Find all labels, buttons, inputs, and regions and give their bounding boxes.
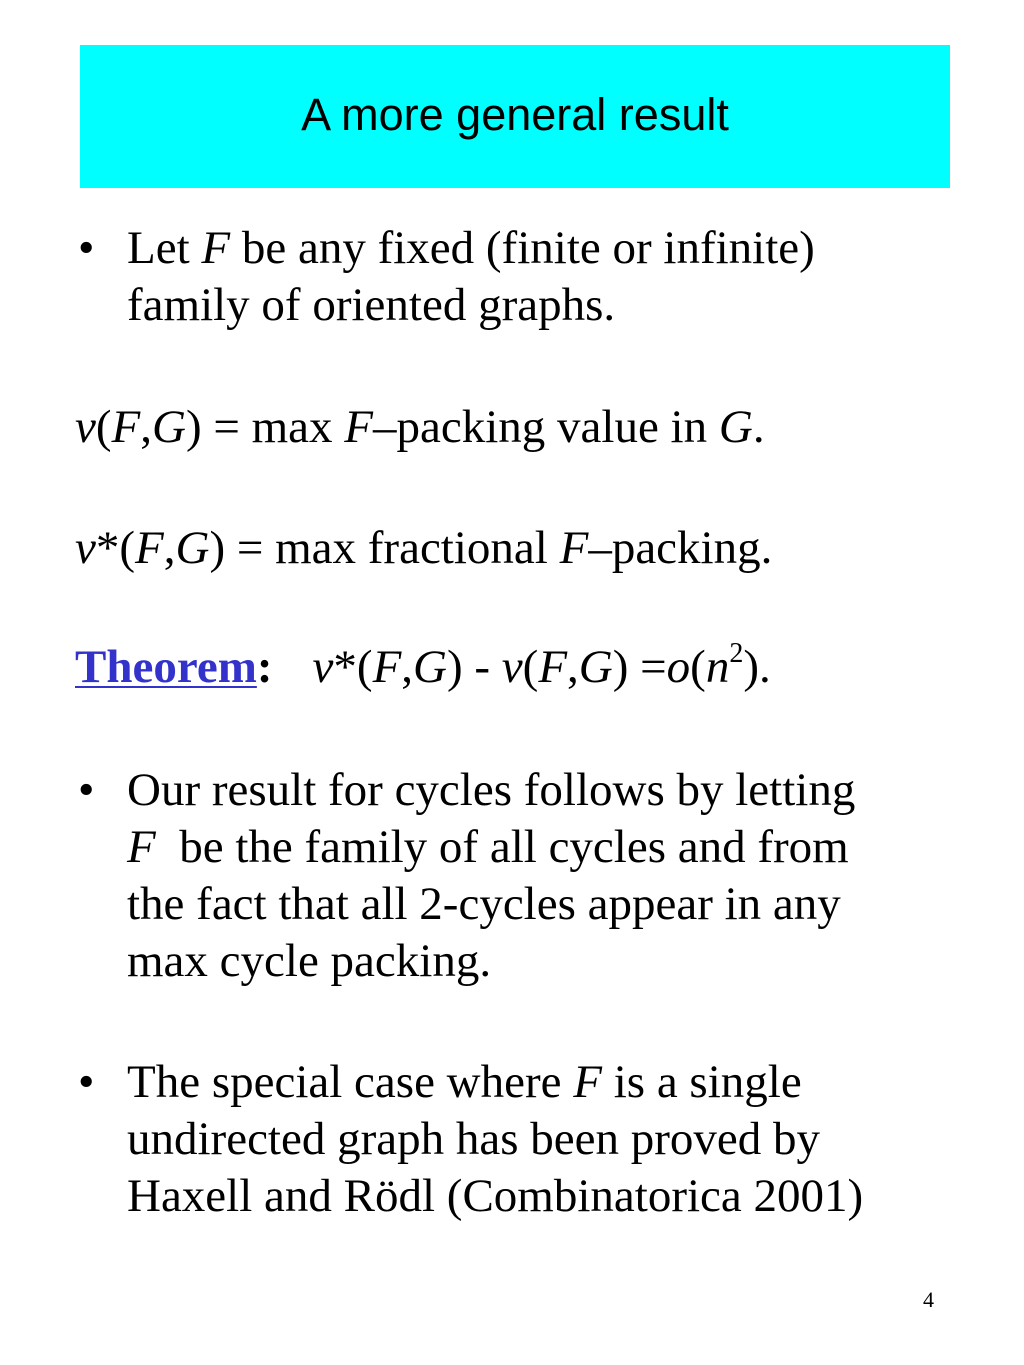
theorem-statement: Theorem: $v*(F,G) - v(F,G) =o(n^2)$.: [75, 638, 771, 693]
definition-vstar: v*(F,G) = max fractional F–packing.: [75, 522, 773, 574]
title-banner: [80, 45, 950, 188]
slide-title: A more general result: [301, 89, 729, 140]
bullet2-line4: max cycle packing.: [127, 935, 492, 987]
bullet2-line2: F be the family of all cycles and from: [127, 821, 849, 873]
bullet3-line1: The special case where F is a single: [127, 1056, 802, 1108]
definition-v: v(F,G) = max F–packing value in G.: [75, 401, 765, 453]
bullet3-line2: undirected graph has been proved by: [127, 1113, 820, 1165]
bullet1-line2: family of oriented graphs.: [127, 279, 616, 331]
bullet2-line3: the fact that all 2-cycles appear in any: [127, 878, 841, 930]
page-number: 4: [923, 1287, 934, 1312]
bullet1-line1: Let F be any fixed (finite or infinite): [127, 222, 815, 274]
bullet-marker: •: [78, 764, 95, 816]
theorem-label: Theorem: [75, 641, 257, 693]
bullet3-line3: Haxell and Rödl (Combinatorica 2001): [127, 1170, 864, 1222]
bullet-marker: •: [78, 222, 95, 274]
bullet2-line1: Our result for cycles follows by letting: [127, 764, 856, 816]
bullet-marker: •: [78, 1056, 95, 1108]
